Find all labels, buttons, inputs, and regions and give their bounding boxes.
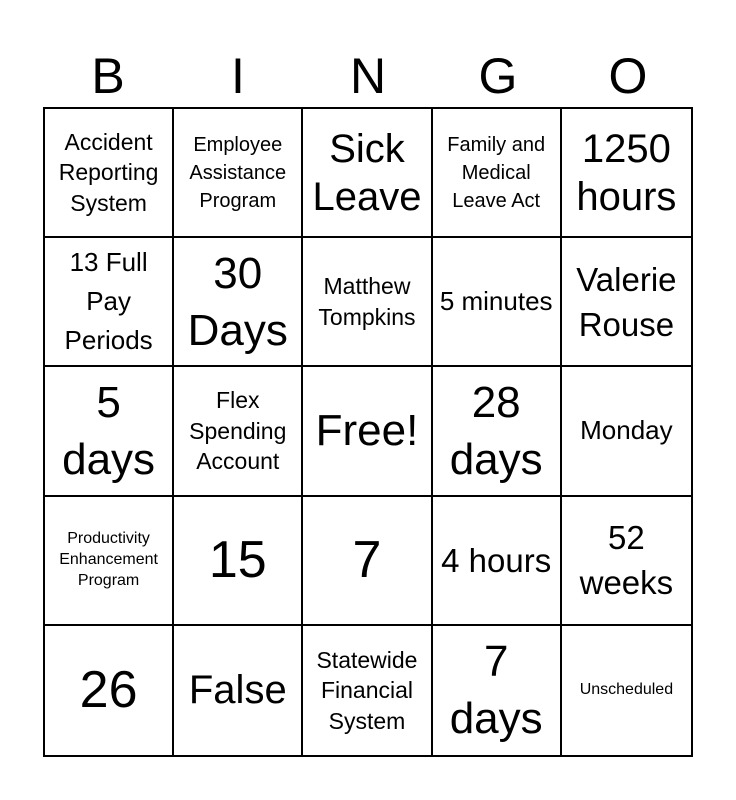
cell-label: 30 Days [187,248,288,355]
header-letter-b: B [91,48,125,104]
cell-label: Employee Assistance Program [189,133,287,212]
bingo-cell[interactable] [303,109,432,238]
cell-label: 28 days [449,377,543,484]
cell-label: Monday [580,415,673,446]
cell-label: Free! [315,406,419,456]
bingo-cell[interactable] [433,626,562,755]
header-letter-o: O [608,48,648,104]
cell-label: Matthew Tompkins [318,273,416,330]
bingo-cell[interactable] [45,109,174,238]
header-letter-i: I [231,48,245,104]
cell-label: 15 [208,531,267,590]
bingo-cell[interactable] [45,238,174,367]
bingo-cell[interactable] [174,497,303,626]
cell-label: 7 [352,531,382,590]
bingo-cell[interactable] [45,497,174,626]
cell-label: 7 days [449,637,543,744]
cell-label: False [188,668,287,713]
cell-label: Accident Reporting System [58,128,159,216]
bingo-cell[interactable] [562,238,691,367]
cell-label: 1250 hours [576,126,677,219]
header-letter-n: N [349,48,387,104]
cell-label: 13 Full Pay Periods [64,247,153,356]
cell-label: Valerie Rouse [576,260,677,343]
cell-label: 52 weeks [579,518,674,602]
bingo-cell[interactable] [303,626,432,755]
bingo-cell[interactable] [562,497,691,626]
bingo-cell[interactable] [174,238,303,367]
bingo-board [43,107,693,757]
free-space-cell[interactable] [303,367,432,496]
bingo-cell[interactable] [303,238,432,367]
bingo-cell[interactable] [174,109,303,238]
bingo-cell[interactable] [45,626,174,755]
cell-label: Productivity Enhancement Program [59,530,158,589]
cell-label: 4 hours [441,541,552,579]
cell-label: Flex Spending Account [189,387,287,475]
bingo-cell[interactable] [562,626,691,755]
cell-label: 26 [79,661,138,720]
cell-label: Family and Medical Leave Act [447,133,546,212]
bingo-header [43,48,693,104]
header-letter-g: G [478,48,518,104]
bingo-cell[interactable] [433,238,562,367]
bingo-cell[interactable] [433,109,562,238]
bingo-cell[interactable] [433,497,562,626]
bingo-cell[interactable] [303,497,432,626]
bingo-cell[interactable] [45,367,174,496]
cell-label: Statewide Financial System [316,646,418,734]
bingo-cell[interactable] [433,367,562,496]
cell-label: 5 minutes [439,286,553,317]
bingo-cell[interactable] [174,367,303,496]
bingo-cell[interactable] [562,367,691,496]
cell-label: Sick Leave [312,126,422,219]
cell-label: Unscheduled [579,680,674,698]
bingo-cell[interactable] [174,626,303,755]
cell-label: 5 days [62,377,156,484]
bingo-cell[interactable] [562,109,691,238]
